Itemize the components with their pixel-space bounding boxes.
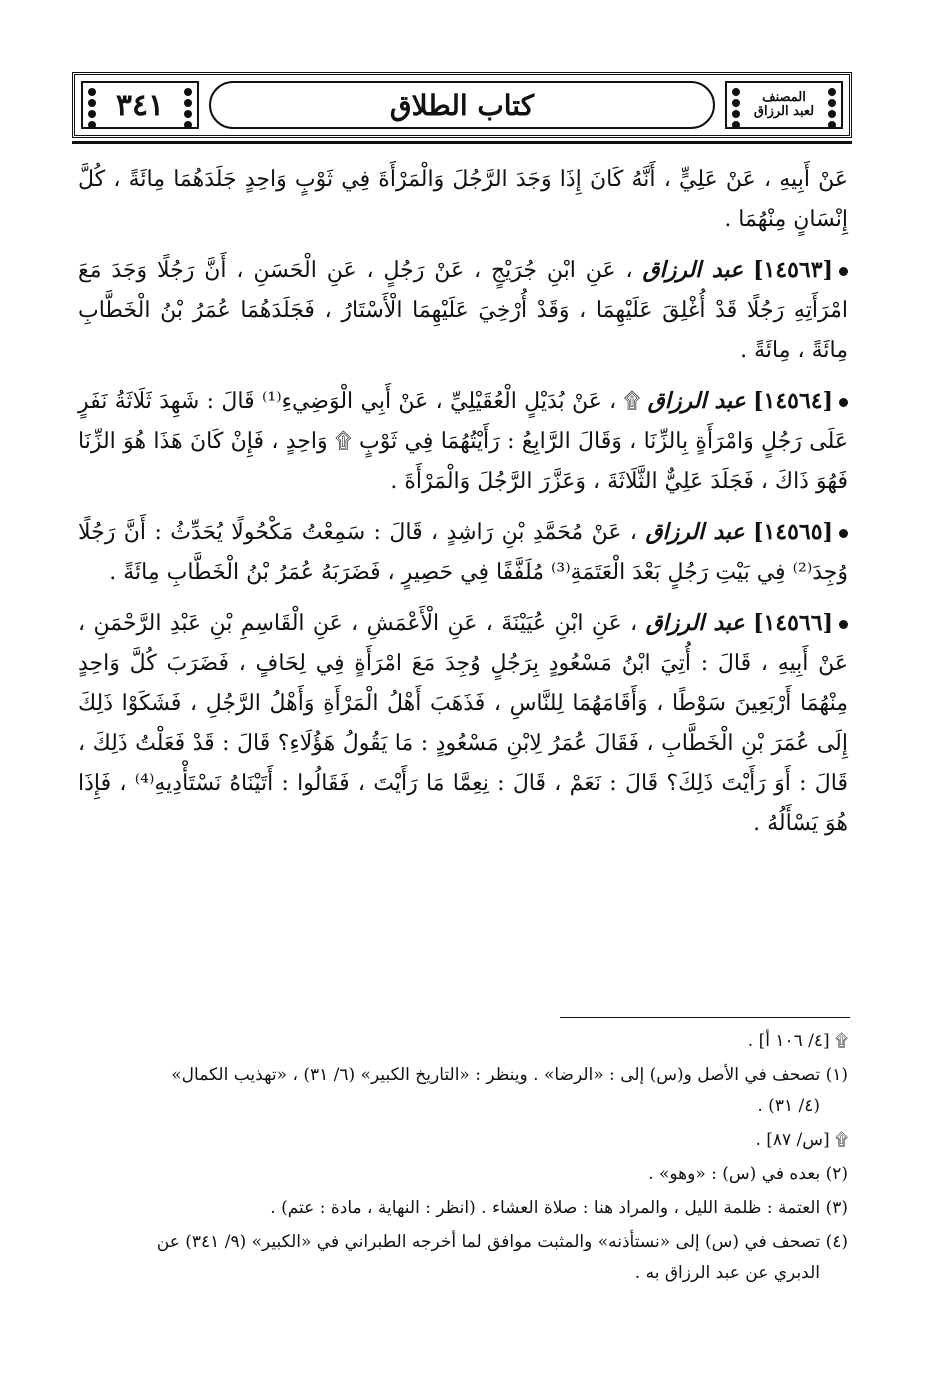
footnote-text: (٤) تصحف في (س) إلى «نستأذنه» والمثبت موافق لما أخرجه الطبراني في «الكبير» (٩/ ٣٤١) عن — [156, 1232, 848, 1252]
narrator-name: عبد الرزاق — [645, 610, 745, 636]
main-text — [78, 160, 848, 854]
bullet-icon — [839, 267, 848, 276]
ornament-dots — [181, 85, 195, 125]
footnote — [78, 1125, 848, 1156]
footnote-text: (٢) بعده في (س) : «وهو» . — [648, 1164, 848, 1184]
footnote-text: (١) تصحف في الأصل و(س) إلى : «الرضا» . وينظر : «التاريخ الكبير» (٦/ ٣١) ، «تهذيب الكمال» — [171, 1065, 848, 1085]
hadith-text: ۩ ، عَنْ بُدَيْلٍ الْعُقَيْلِيِّ ، عَنْ أَبِي الْوَضِيءِ⁽¹⁾ قَالَ : شَهِدَ ثَلَاثَةُ نَفَرٍ عَلَى رَجُلٍ وَامْرَأَةٍ بِالزِّنَا ، وَقَالَ الرَّابِعُ : رَأَيْتُهُمَا فِي ثَوْبٍ ۩ وَاحِدٍ ، فَإِنْ كَانَ هَذَا هُوَ الزِّنَا فَهُوَ ذَاكَ ، فَجَلَدَ عَلِيٌّ الثَّلَاثَةَ ، وَعَزَّرَ الرَّجُلَ وَالْمَرْأَةَ . — [78, 389, 848, 494]
footnote — [78, 1227, 848, 1289]
hadith-text: ، عَنِ ابْنِ جُرَيْجٍ ، عَنْ رَجُلٍ ، عَنِ الْحَسَنِ ، أَنَّ رَجُلًا وَجَدَ مَعَ امْرَأَتِهِ رَجُلًا قَدْ أُغْلِقَ عَلَيْهِمَا ، وَقَدْ أُرْخِيَ عَلَيْهِمَا الْأَسْتَارُ ، فَجَلَدَهُمَا عُمَرُ بْنُ الْخَطَّابِ مِائَةً ، مِائَةً . — [78, 258, 848, 363]
hadith-paragraph — [78, 381, 848, 502]
hadith-text: عَنْ أَبِيهِ ، عَنْ عَلِيٍّ ، أَنَّهُ كَانَ إِذَا وَجَدَ الرَّجُلَ وَالْمَرْأَةَ فِي ثَوْبٍ وَاحِدٍ جَلَدَهُمَا مِائَةً ، كُلَّ إِنْسَانٍ مِنْهُمَا . — [78, 167, 848, 232]
hadith-number: [١٤٥٦٤] — [753, 388, 834, 414]
page-number: ٣٤١ — [115, 87, 165, 123]
chapter-title: كتاب الطلاق — [389, 88, 535, 122]
page-number-box — [81, 81, 199, 129]
hadith-text: ، عَنِ ابْنِ عُيَيْنَةَ ، عَنِ الْأَعْمَشِ ، عَنِ الْقَاسِمِ بْنِ عَبْدِ الرَّحْمَنِ ، عَنْ أَبِيهِ ، قَالَ : أُتِيَ ابْنُ مَسْعُودٍ بِرَجُلٍ وُجِدَ مَعَ امْرَأَةٍ فِي لِحَافٍ ، فَضَرَبَ كُلَّ وَاحِدٍ مِنْهُمَا أَرْبَعِينَ سَوْطًا ، وَأَقَامَهُمَا لِلنَّاسِ ، فَذَهَبَ أَهْلُ الْمَرْأَةِ وَأَهْلُ الرَّجُلِ ، فَشَكَوْا ذَلِكَ إِلَى عُمَرَ بْنِ الْخَطَّابِ ، فَقَالَ عُمَرُ لِابْنِ مَسْعُودٍ : مَا يَقُولُ هَؤُلَاءِ؟ قَالَ : قَدْ فَعَلْتُ ذَلِكَ ، قَالَ : أَوَ رَأَيْتَ ذَلِكَ؟ قَالَ : نَعَمْ ، قَالَ : نِعِمَّا مَا رَأَيْتَ ، فَقَالُوا : أَتَيْنَاهُ نَسْتَأْدِيهِ⁽⁴⁾ ، فَإِذَا هُوَ يَسْأَلُهُ . — [78, 611, 848, 836]
ornament-dots — [729, 85, 743, 125]
hadith-paragraph — [78, 250, 848, 371]
narrator-name: عبد الرزاق — [647, 388, 746, 414]
hadith-paragraph — [78, 512, 848, 593]
footnote-continuation: الدبري عن عبد الرزاق به . — [634, 1263, 820, 1283]
footnote-text: (٣) العتمة : ظلمة الليل ، والمراد هنا : صلاة العشاء . (انظر : النهاية ، مادة : عتم) . — [270, 1198, 848, 1218]
hadith-number: [١٤٥٦٥] — [753, 519, 833, 545]
footnote — [78, 1026, 848, 1057]
footnote-continuation: (٤/ ٣١) . — [757, 1096, 820, 1116]
hadith-paragraph — [78, 603, 848, 844]
footnote-separator — [560, 1017, 850, 1018]
page-header — [72, 72, 852, 138]
footnote — [78, 1060, 848, 1122]
footnotes — [78, 1026, 848, 1292]
chapter-title-box — [209, 81, 715, 129]
footnote — [78, 1159, 848, 1190]
ornament-dots — [85, 85, 99, 125]
book-logo-box — [725, 81, 843, 129]
hadith-paragraph — [78, 160, 848, 240]
hadith-number: [١٤٥٦٣] — [753, 257, 833, 283]
bullet-icon — [839, 529, 848, 538]
footnote — [78, 1193, 848, 1224]
header-rule — [72, 141, 852, 144]
bullet-icon — [839, 620, 848, 629]
logo-line: لعبد الرزاق — [753, 104, 815, 119]
hadith-number: [١٤٥٦٦] — [753, 610, 833, 636]
ornament-dots — [825, 85, 839, 125]
narrator-name: عبد الرزاق — [645, 519, 745, 545]
book-logo — [754, 91, 814, 119]
bullet-icon — [839, 398, 848, 407]
footnote-text: ۩ [س/ ٨٧] . — [755, 1130, 848, 1150]
footnote-text: ۩ [٤/ ١٠٦ أ] . — [747, 1031, 848, 1051]
narrator-name: عبد الرزاق — [642, 257, 744, 283]
hadith-text: ، عَنْ مُحَمَّدِ بْنِ رَاشِدٍ ، قَالَ : سَمِعْتُ مَكْحُولًا يُحَدِّثُ : أَنَّ رَجُلًا وُجِدَ⁽²⁾ فِي بَيْتِ رَجُلٍ بَعْدَ الْعَتَمَةِ⁽³⁾ مُلَفَّفًا فِي حَصِيرٍ ، فَضَرَبَهُ عُمَرُ بْنُ الْخَطَّابِ مِائَةً . — [78, 520, 848, 585]
logo-line: المصنف — [762, 90, 806, 105]
